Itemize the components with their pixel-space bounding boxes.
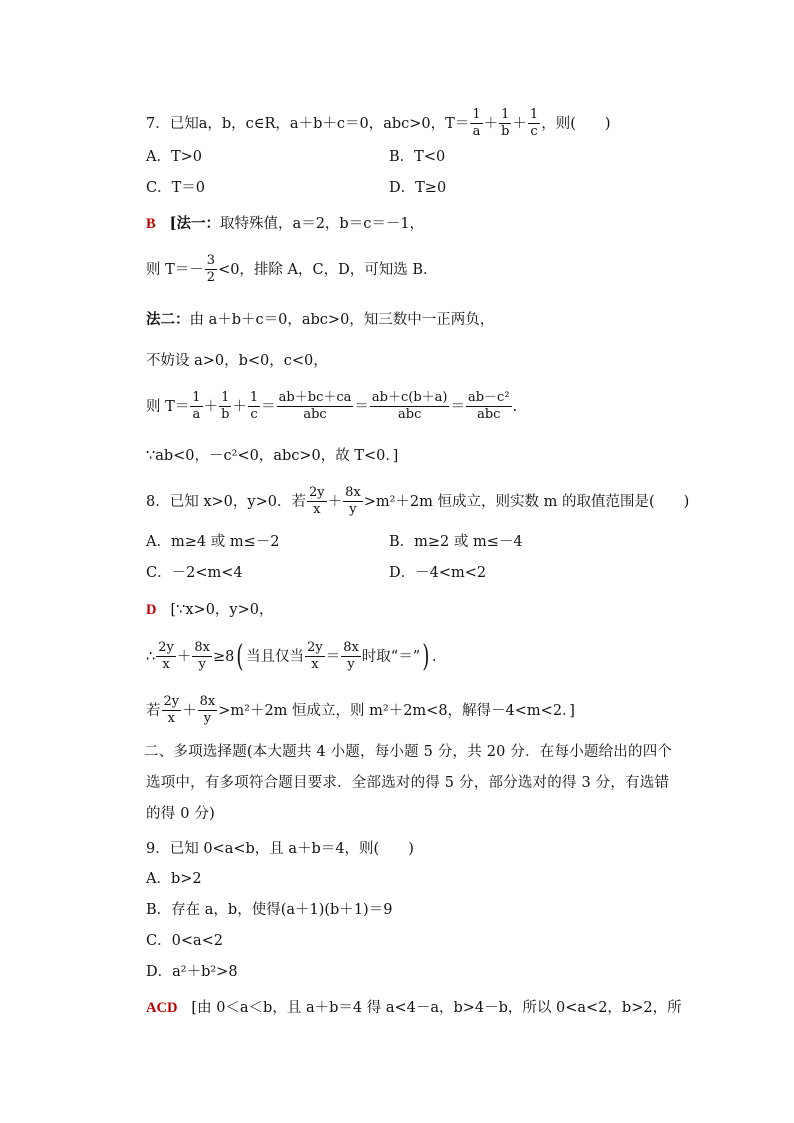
q7-option-b: B．T<0: [389, 149, 446, 165]
q7-solution-method2-line2: 不妨设 a>0，b<0，c<0，: [146, 353, 328, 369]
frac-grouped-abc: $\frac{ab+c(b+a)}{\text{abc}}$: [371, 390, 448, 423]
q7-option-a: A．T>0: [146, 149, 203, 165]
q8-answer: D: [146, 602, 157, 618]
q7-answer: B: [146, 216, 156, 232]
q8-solution-line2: ∴ $\frac{2y}{x}$ ＋ $\frac{8x}{y}$ ≥8 ( 当且仅当 $\frac{2y}{x}$ ＝ $\frac{8x}{y}$ 时取“＝” ) .: [146, 638, 437, 674]
q8-solution-line1: D [∵x>0，y>0，: [146, 602, 274, 618]
frac-1-c: $\frac{1}{c}$: [529, 107, 539, 140]
frac-final-abc: $\frac{\text{ab－c²}}{\text{abc}}$: [467, 390, 510, 423]
q7-solution-conclusion: ∵ab<0，－c²<0，abc>0，故 T<0．]: [146, 448, 399, 464]
q9-option-d: D．a²＋b²>8: [146, 964, 238, 980]
q8-option-d: D．－4<m<2: [389, 565, 487, 581]
q7-stem: 7．已知 a，b，c∈R，a＋b＋c＝0，abc>0，T＝ $\frac{1}{a}$ ＋ $\frac{1}{b}$ ＋ $\frac{1}{c}$ ，则( ): [146, 107, 611, 140]
q9-option-a: A．b>2: [146, 871, 202, 887]
section-2-heading: 二、多项选择题(本大题共 4 小题，每小题 5 分，共 20 分．在每小题给出的四个选项中，有多项符合题目要求．全部选对的得 5 分，部分选对的得 3 分，有选错的得 0 分): [144, 744, 673, 822]
frac-3-2: $\frac{3}{2}$: [206, 253, 216, 286]
q9-answer: ACD: [146, 1000, 178, 1016]
q7-solution-method1: B [法一： 取特殊值，a＝2，b＝c＝－1，: [146, 215, 425, 232]
frac-sum-abc: $\frac{ab+bc+ca}{\text{abc}}$: [278, 390, 352, 423]
q9-stem: 9．已知 0<a<b，且 a＋b＝4，则( ): [146, 841, 414, 857]
q7-option-c: C．T＝0: [146, 180, 205, 196]
q8-option-b: B．m≥2 或 m≤－4: [389, 534, 523, 550]
frac-1-a: $\frac{1}{a}$: [472, 107, 481, 140]
q7-solution-method2: 法二： 由 a＋b＋c＝0，abc>0，知三数中一正两负，: [146, 311, 495, 328]
frac-1-b: $\frac{1}{b}$: [501, 107, 510, 140]
q9-option-b: B．存在 a，b，使得(a＋1)(b＋1)＝9: [146, 902, 393, 918]
q8-option-c: C．－2<m<4: [146, 565, 243, 581]
q7-solution-method1-line2: 则 T＝－ $\frac{3}{2}$ <0，排除 A，C，D，可知选 B．: [146, 253, 438, 286]
q8-solution-line3: 若 $\frac{2y}{x}$ ＋ $\frac{8x}{y}$ >m²＋2m 恒成立，则 m²＋2m<8，解得－4<m<2．]: [146, 694, 575, 727]
q7-solution-method2-line3: 则 T＝ $\frac{1}{a}$ ＋ $\frac{1}{b}$ ＋ $\frac{1}{c}$ ＝ $\frac{ab+bc+ca}{\text{abc}}$ ＝ $\frac{ab+c(b+a)}{\text{abc}}$ ＝ $\frac{\text{ab－c²}}{\text{abc}}$ .: [146, 390, 518, 423]
q9-solution: ACD [由 0＜a＜b，且 a＋b＝4 得 a<4－a，b>4－b，所以 0<a<2，b>2，所: [146, 1000, 682, 1016]
q7-option-d: D．T≥0: [389, 180, 447, 196]
q8-option-a: A．m≥4 或 m≤－2: [146, 534, 280, 550]
q8-stem: 8．已知 x>0，y>0．若 $\frac{2y}{x}$ ＋ $\frac{8x}{y}$ >m²＋2m 恒成立，则实数 m 的取值范围是( ): [146, 485, 690, 518]
q7-condition: a，b，c∈R，a＋b＋c＝0，abc>0，T＝: [198, 115, 470, 132]
q9-option-c: C．0<a<2: [146, 933, 223, 949]
